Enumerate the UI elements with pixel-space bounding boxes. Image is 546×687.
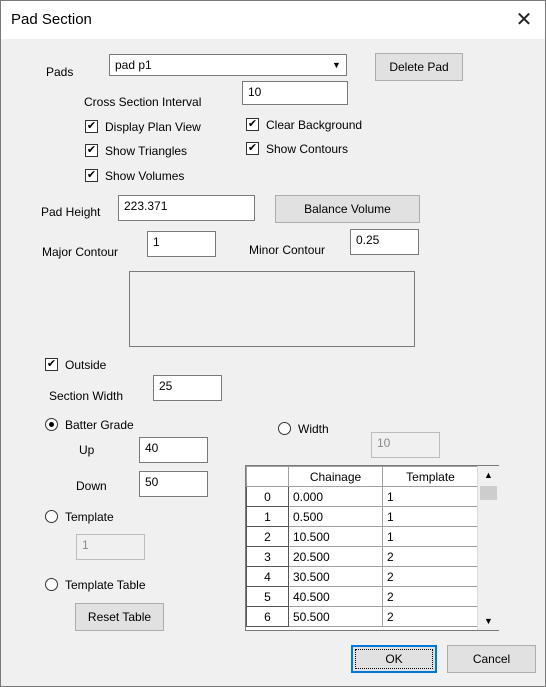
- chainage-cell[interactable]: 20.500: [289, 547, 383, 567]
- template-cell[interactable]: 1: [383, 487, 479, 507]
- template-cell[interactable]: 1: [383, 507, 479, 527]
- scroll-thumb[interactable]: [480, 486, 497, 500]
- show-triangles-label: Show Triangles: [105, 144, 188, 158]
- major-contour-input[interactable]: 1: [147, 231, 216, 257]
- down-input[interactable]: 50: [139, 471, 208, 497]
- table-row[interactable]: [247, 487, 479, 507]
- row-index[interactable]: 6: [247, 607, 289, 627]
- template-cell[interactable]: 2: [383, 607, 479, 627]
- chainage-column-header[interactable]: Chainage: [289, 467, 383, 487]
- cross-section-interval-input[interactable]: 10: [242, 81, 348, 105]
- ok-button[interactable]: [351, 645, 437, 673]
- template-cell[interactable]: 1: [383, 527, 479, 547]
- close-icon[interactable]: ✕: [515, 9, 533, 31]
- table-vertical-scrollbar[interactable]: [477, 466, 499, 630]
- delete-pad-button[interactable]: Delete Pad: [375, 53, 463, 81]
- width-input[interactable]: 10: [371, 432, 440, 458]
- scroll-up-icon[interactable]: ▲: [484, 470, 493, 480]
- row-index[interactable]: 4: [247, 567, 289, 587]
- template-radio[interactable]: [45, 510, 58, 523]
- cross-section-interval-label: Cross Section Interval: [84, 95, 202, 109]
- down-label: Down: [76, 479, 107, 493]
- pads-selected-value: pad p1: [115, 58, 152, 72]
- table-corner-cell: [247, 467, 289, 487]
- width-radio[interactable]: [278, 422, 291, 435]
- batter-grade-label: Batter Grade: [65, 418, 134, 432]
- cancel-button[interactable]: Cancel: [447, 645, 536, 673]
- minor-contour-input[interactable]: 0.25: [350, 229, 419, 255]
- chainage-cell[interactable]: 50.500: [289, 607, 383, 627]
- up-label: Up: [79, 443, 95, 457]
- title-bar: [1, 1, 545, 39]
- template-cell[interactable]: 2: [383, 567, 479, 587]
- pad-height-label: Pad Height: [41, 205, 101, 219]
- batter-grade-radio[interactable]: [45, 418, 58, 431]
- chevron-down-icon[interactable]: ▼: [328, 56, 345, 74]
- row-index[interactable]: 2: [247, 527, 289, 547]
- balance-volume-button[interactable]: Balance Volume: [275, 195, 420, 223]
- outside-checkbox[interactable]: ✔: [46, 358, 57, 370]
- template-table-label: Template Table: [65, 578, 146, 592]
- section-width-label: Section Width: [49, 389, 124, 403]
- show-volumes-label: Show Volumes: [105, 169, 185, 183]
- table-row[interactable]: [247, 607, 479, 627]
- reset-table-button[interactable]: Reset Table: [75, 603, 164, 631]
- table-header-row: [247, 467, 479, 487]
- show-volumes-checkbox[interactable]: ✔: [86, 169, 97, 181]
- focus-rectangle: [355, 649, 433, 669]
- width-label: Width: [298, 422, 329, 436]
- show-contours-checkbox[interactable]: ✔: [247, 142, 258, 154]
- chainage-cell[interactable]: 0.500: [289, 507, 383, 527]
- template-cell[interactable]: 2: [383, 547, 479, 567]
- row-index[interactable]: 5: [247, 587, 289, 607]
- template-label: Template: [65, 510, 114, 524]
- template-input[interactable]: 1: [76, 534, 145, 560]
- show-contours-label: Show Contours: [266, 142, 349, 156]
- dialog-title: Pad Section: [11, 11, 92, 28]
- outside-label: Outside: [65, 358, 107, 372]
- row-index[interactable]: 0: [247, 487, 289, 507]
- clear-background-label: Clear Background: [266, 118, 363, 132]
- template-cell[interactable]: 2: [383, 587, 479, 607]
- chainage-template-table[interactable]: [245, 465, 499, 631]
- preview-box: [129, 271, 415, 347]
- pads-label: Pads: [46, 65, 74, 79]
- pads-dropdown[interactable]: [109, 54, 347, 76]
- pad-height-input[interactable]: 223.371: [118, 195, 255, 221]
- scroll-down-icon[interactable]: ▼: [484, 616, 493, 626]
- row-index[interactable]: 1: [247, 507, 289, 527]
- table-row[interactable]: [247, 527, 479, 547]
- clear-background-checkbox[interactable]: ✔: [247, 118, 258, 130]
- major-contour-label: Major Contour: [42, 245, 119, 259]
- display-plan-view-label: Display Plan View: [105, 120, 201, 134]
- section-width-input[interactable]: 25: [153, 375, 222, 401]
- chainage-cell[interactable]: 30.500: [289, 567, 383, 587]
- template-column-header[interactable]: Template: [383, 467, 479, 487]
- row-index[interactable]: 3: [247, 547, 289, 567]
- show-triangles-checkbox[interactable]: ✔: [86, 144, 97, 156]
- chainage-cell[interactable]: 0.000: [289, 487, 383, 507]
- chainage-cell[interactable]: 40.500: [289, 587, 383, 607]
- table-row[interactable]: [247, 587, 479, 607]
- template-table-radio[interactable]: [45, 578, 58, 591]
- table-row[interactable]: [247, 547, 479, 567]
- minor-contour-label: Minor Contour: [249, 243, 326, 257]
- ok-button-label: OK: [385, 652, 403, 666]
- display-plan-view-checkbox[interactable]: ✔: [86, 120, 97, 132]
- table-row[interactable]: [247, 507, 479, 527]
- table-row[interactable]: [247, 567, 479, 587]
- up-input[interactable]: 40: [139, 437, 208, 463]
- chainage-cell[interactable]: 10.500: [289, 527, 383, 547]
